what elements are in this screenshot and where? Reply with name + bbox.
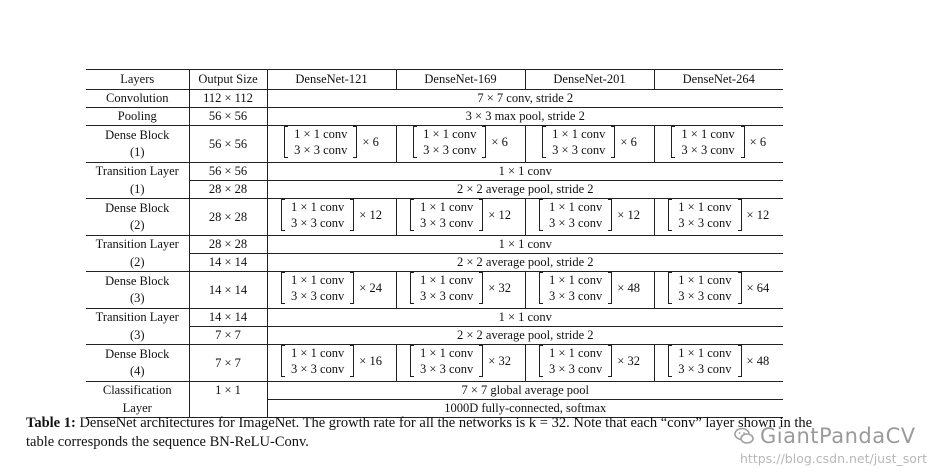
conv-line: 3 × 3 conv (423, 143, 477, 157)
output-size: 28 × 28 (189, 199, 267, 236)
block-cell-264 (654, 345, 783, 382)
block-cell-264 (654, 126, 783, 163)
block-multiplier: × 64 (746, 280, 770, 295)
layer-name: Classification (86, 382, 189, 400)
caption-line2: table corresponds the sequence BN-ReLU-Conv. (26, 434, 309, 450)
conv-line: 3 × 3 conv (678, 362, 732, 376)
block-cell-201 (525, 272, 654, 309)
row-dense-block-3 (86, 272, 783, 309)
conv-line: 3 × 3 conv (549, 289, 603, 303)
block-multiplier: × 32 (488, 280, 511, 295)
row-classification-a (86, 382, 783, 400)
conv-line: 1 × 1 conv (420, 346, 474, 360)
caption-line1: DenseNet architectures for ImageNet. The growth rate for all the networks is k = 32. Note that each “conv” layer shown in the (75, 415, 813, 431)
densenet-architecture-table (86, 69, 783, 418)
block-cell-169 (396, 345, 525, 382)
conv-line: 3 × 3 conv (420, 362, 474, 376)
layer-name-cont: Layer (86, 400, 189, 418)
block-cell-169 (396, 272, 525, 309)
conv-line: 1 × 1 conv (294, 127, 348, 141)
block-multiplier: × 24 (359, 280, 382, 295)
conv-line: 3 × 3 conv (678, 216, 732, 230)
block-multiplier: × 6 (362, 134, 379, 149)
output-size: 56 × 56 (189, 126, 267, 163)
layer-name: Pooling (86, 108, 189, 126)
conv-line: 1 × 1 conv (291, 273, 345, 287)
row-transition-2b (86, 254, 783, 272)
block-cell-201 (525, 199, 654, 236)
layer-name (86, 199, 189, 236)
layer-label: Dense Block (105, 274, 170, 288)
block-cell-201 (525, 345, 654, 382)
row-transition-3b (86, 327, 783, 345)
layer-desc: 1 × 1 conv (267, 163, 783, 181)
table-header-row (86, 70, 783, 90)
block-cell-121 (267, 272, 396, 309)
block-multiplier: × 32 (488, 353, 511, 368)
conv-line: 3 × 3 conv (420, 216, 474, 230)
header-densenet-121: DenseNet-121 (267, 70, 396, 90)
layer-number: (2) (86, 254, 189, 272)
header-layers: Layers (86, 70, 189, 90)
layer-number: (1) (129, 145, 145, 159)
watermark-url: https://blog.csdn.net/just_sort (740, 451, 927, 466)
layer-name: Transition Layer (86, 163, 189, 181)
header-densenet-201: DenseNet-201 (525, 70, 654, 90)
row-transition-1b (86, 181, 783, 199)
conv-line: 1 × 1 conv (291, 200, 345, 214)
block-cell-121 (267, 345, 396, 382)
layer-name: Transition Layer (86, 236, 189, 254)
block-multiplier: × 48 (746, 353, 770, 368)
header-densenet-264: DenseNet-264 (654, 70, 783, 90)
block-cell-264 (654, 272, 783, 309)
conv-line: 1 × 1 conv (678, 200, 732, 214)
layer-number: (4) (129, 364, 145, 378)
conv-line: 3 × 3 conv (678, 289, 732, 303)
output-size: 112 × 112 (189, 90, 267, 108)
conv-line: 3 × 3 conv (294, 143, 348, 157)
row-convolution (86, 90, 783, 108)
conv-line: 1 × 1 conv (681, 127, 735, 141)
layer-name: Convolution (86, 90, 189, 108)
output-size: 14 × 14 (189, 272, 267, 309)
layer-label: Dense Block (105, 347, 170, 361)
conv-line: 3 × 3 conv (552, 143, 606, 157)
layer-label: Dense Block (105, 128, 170, 142)
layer-label: Dense Block (105, 201, 170, 215)
conv-line: 1 × 1 conv (423, 127, 477, 141)
layer-name: Transition Layer (86, 309, 189, 327)
conv-line: 3 × 3 conv (420, 289, 474, 303)
block-multiplier: × 16 (359, 353, 382, 368)
layer-number: (1) (86, 181, 189, 199)
block-cell-169 (396, 126, 525, 163)
layer-number: (3) (86, 327, 189, 345)
wechat-icon (734, 426, 754, 446)
output-size: 14 × 14 (189, 309, 267, 327)
output-size: 28 × 28 (189, 236, 267, 254)
conv-line: 1 × 1 conv (420, 273, 474, 287)
row-transition-1a (86, 163, 783, 181)
layer-desc: 1000D fully-connected, softmax (267, 400, 783, 418)
block-cell-121 (267, 126, 396, 163)
block-multiplier: × 12 (617, 207, 640, 222)
layer-name (86, 272, 189, 309)
block-multiplier: × 6 (491, 134, 508, 149)
conv-line: 1 × 1 conv (552, 127, 606, 141)
block-multiplier: × 12 (359, 207, 382, 222)
output-size: 1 × 1 (189, 382, 267, 400)
conv-line: 3 × 3 conv (681, 143, 735, 157)
conv-line: 1 × 1 conv (291, 346, 345, 360)
block-cell-121 (267, 199, 396, 236)
conv-line: 3 × 3 conv (291, 289, 345, 303)
conv-line: 3 × 3 conv (291, 362, 345, 376)
block-cell-169 (396, 199, 525, 236)
row-pooling (86, 108, 783, 126)
watermark-brand (734, 424, 916, 448)
layer-number: (3) (129, 291, 145, 305)
conv-line: 3 × 3 conv (549, 362, 603, 376)
layer-desc: 2 × 2 average pool, stride 2 (267, 181, 783, 199)
conv-line: 1 × 1 conv (549, 200, 603, 214)
conv-line: 1 × 1 conv (549, 346, 603, 360)
row-dense-block-2 (86, 199, 783, 236)
conv-line: 3 × 3 conv (291, 216, 345, 230)
block-multiplier: × 6 (620, 134, 637, 149)
row-dense-block-1 (86, 126, 783, 163)
watermark-text: GiantPandaCV (760, 424, 916, 448)
caption-label: Table 1: (26, 415, 76, 431)
output-size: 7 × 7 (189, 327, 267, 345)
layer-desc: 2 × 2 average pool, stride 2 (267, 254, 783, 272)
conv-line: 1 × 1 conv (678, 273, 732, 287)
output-size: 28 × 28 (189, 181, 267, 199)
conv-line: 1 × 1 conv (420, 200, 474, 214)
layer-desc: 3 × 3 max pool, stride 2 (267, 108, 783, 126)
layer-desc: 2 × 2 average pool, stride 2 (267, 327, 783, 345)
conv-line: 1 × 1 conv (678, 346, 732, 360)
block-multiplier: × 6 (749, 134, 767, 149)
block-cell-201 (525, 126, 654, 163)
block-multiplier: × 12 (746, 207, 770, 222)
layer-desc: 7 × 7 conv, stride 2 (267, 90, 783, 108)
header-output-size: Output Size (189, 70, 267, 90)
layer-name (86, 345, 189, 382)
layer-name (86, 126, 189, 163)
output-size: 56 × 56 (189, 108, 267, 126)
block-multiplier: × 48 (617, 280, 640, 295)
block-multiplier: × 32 (617, 353, 640, 368)
layer-number: (2) (129, 218, 145, 232)
layer-desc: 1 × 1 conv (267, 236, 783, 254)
block-cell-264 (654, 199, 783, 236)
output-size: 7 × 7 (189, 345, 267, 382)
row-dense-block-4 (86, 345, 783, 382)
output-size: 56 × 56 (189, 163, 267, 181)
row-transition-2a (86, 236, 783, 254)
conv-line: 1 × 1 conv (549, 273, 603, 287)
layer-desc: 1 × 1 conv (267, 309, 783, 327)
header-densenet-169: DenseNet-169 (396, 70, 525, 90)
output-size: 14 × 14 (189, 254, 267, 272)
row-transition-3a (86, 309, 783, 327)
layer-desc: 7 × 7 global average pool (267, 382, 783, 400)
block-multiplier: × 12 (488, 207, 511, 222)
conv-line: 3 × 3 conv (549, 216, 603, 230)
